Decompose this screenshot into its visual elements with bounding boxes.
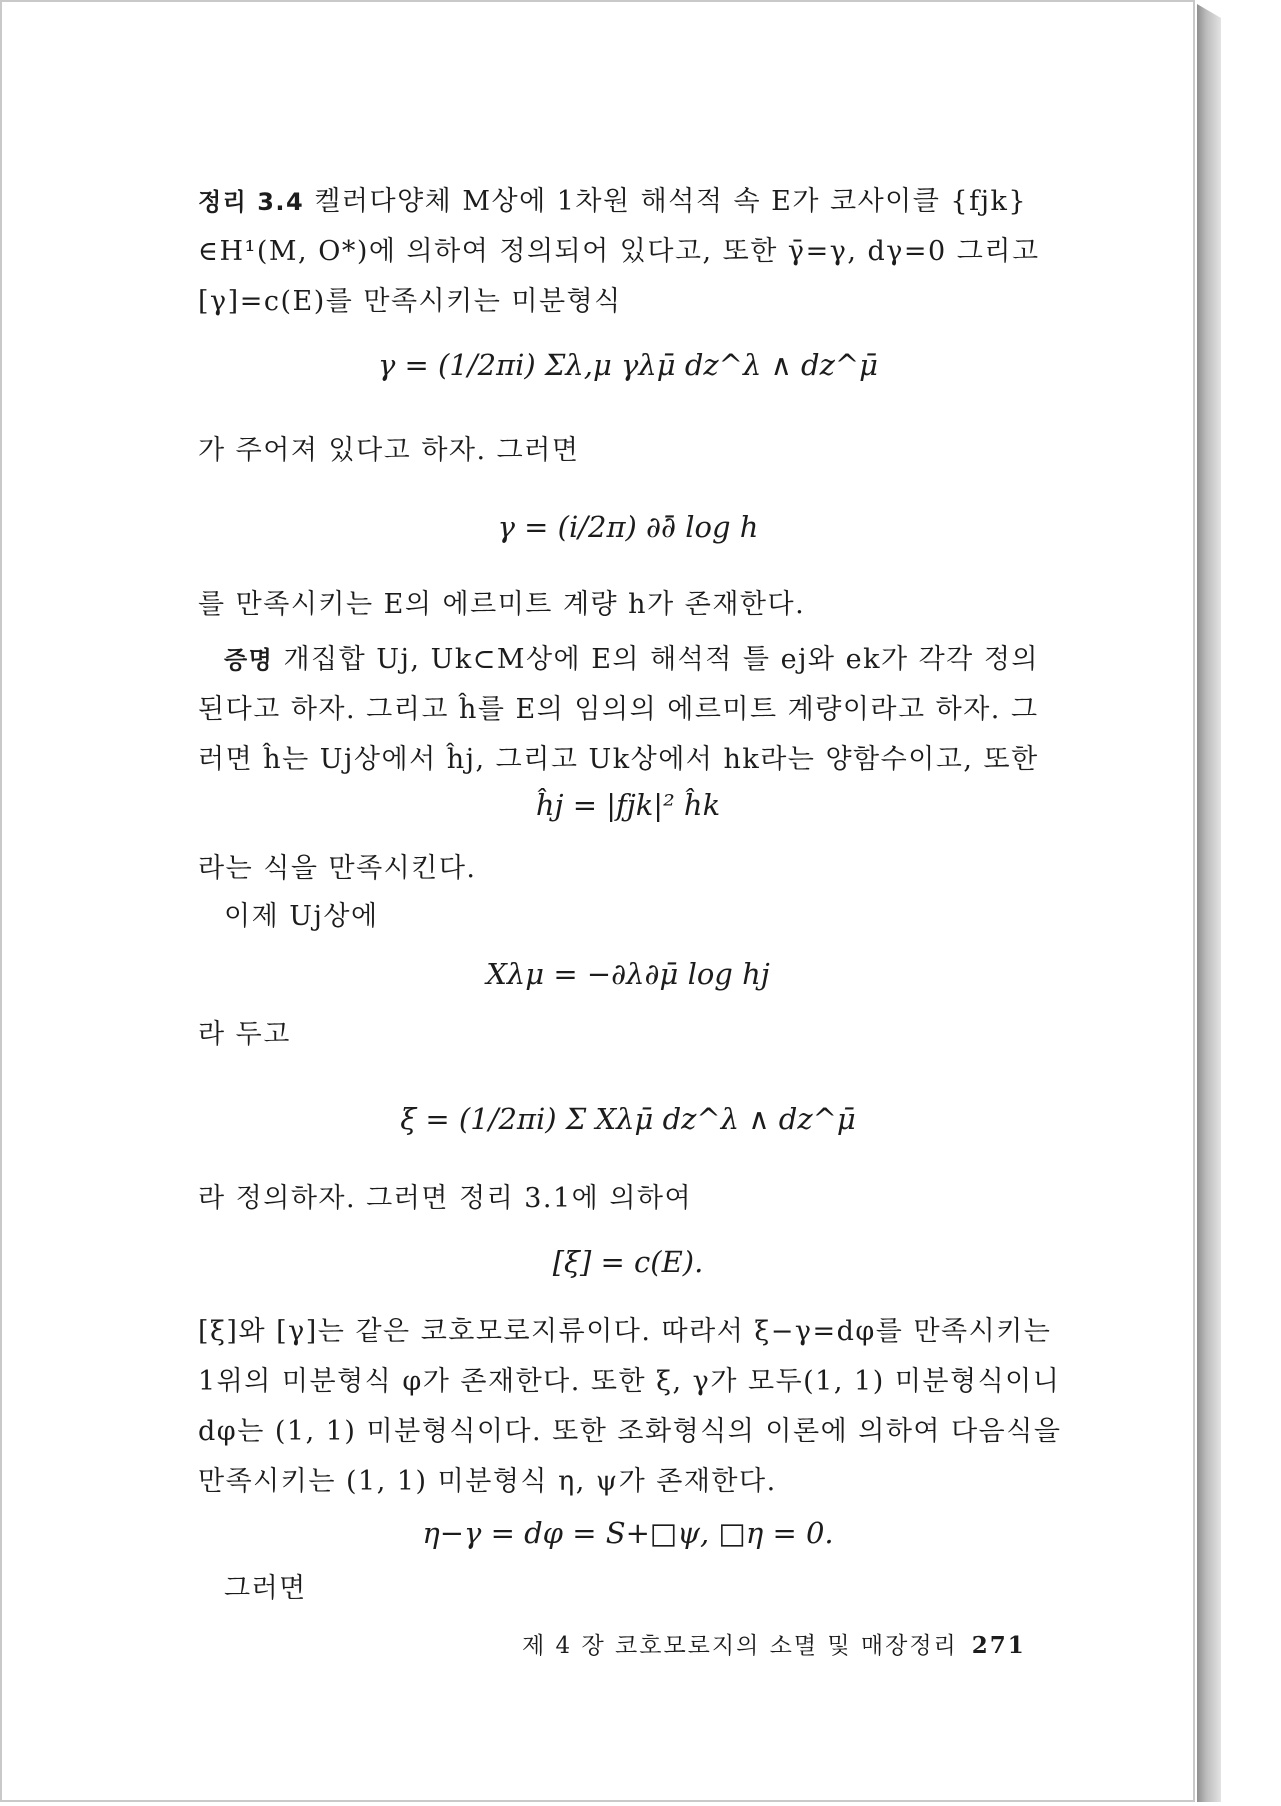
text-line: 이제 Uj상에 — [224, 901, 379, 932]
page-number: 271 — [971, 1632, 1026, 1659]
text-line: 라 두고 — [198, 1019, 291, 1050]
page-edge-shadow — [1197, 4, 1221, 1802]
paragraph-line: 만족시키는 (1, 1) 미분형식 η, ψ가 존재한다. — [198, 1466, 777, 1497]
theorem-line: [γ]=c(E)를 만족시키는 미분형식 — [198, 286, 622, 317]
equation-gamma-form: γ = (1/2πi) Σλ,μ γλμ̄ dz^λ ∧ dz^μ̄ — [377, 348, 879, 382]
equation-xi: ξ = (1/2πi) Σ Xλμ̄ dz^λ ∧ dz^μ̄ — [400, 1102, 856, 1136]
equation-h-transition: ĥj = |fjk|² ĥk — [535, 788, 721, 822]
theorem-label: 정리 3.4 — [198, 188, 305, 216]
equation-gamma-log: γ = (i/2π) ∂∂̄ log h — [497, 510, 759, 544]
paragraph-line: dφ는 (1, 1) 미분형식이다. 또한 조화형식의 이론에 의하여 다음식을 — [198, 1416, 1062, 1447]
page-footer — [522, 1627, 1026, 1660]
proof-line: 러면 ĥ는 Uj상에서 ĥj, 그리고 Uk상에서 hk라는 양함수이고, 또한 — [198, 744, 1039, 775]
proof-block — [198, 635, 1058, 785]
theorem-line: ∈H¹(M, O*)에 의하여 정의되어 있다고, 또한 γ̄=γ, dγ=0 그리고 — [198, 236, 1040, 267]
proof-line: 개집합 Uj, Uk⊂M상에 E의 해석적 틀 ej와 ek가 각각 정의 — [283, 644, 1040, 675]
proof-line: 된다고 하자. 그리고 ĥ를 E의 임의의 에르미트 계량이라고 하자. 그 — [198, 694, 1039, 725]
text-line: 를 만족시키는 E의 에르미트 계량 h가 존재한다. — [198, 589, 806, 620]
equation-x: Xλμ = −∂λ∂μ̄ log hj — [486, 957, 770, 991]
text-line: 그러면 — [224, 1573, 307, 1604]
proof-label: 증명 — [224, 646, 274, 674]
text-line: 라는 식을 만족시킨다. — [198, 853, 477, 884]
equation-xi-class: [ξ] = c(E). — [552, 1245, 704, 1279]
paragraph — [198, 1307, 1062, 1507]
equation-eta: η−γ = dφ = S+□ψ, □η = 0. — [422, 1516, 834, 1550]
paragraph-line: 1위의 미분형식 φ가 존재한다. 또한 ξ, γ가 모두(1, 1) 미분형식이니 — [198, 1366, 1061, 1397]
theorem-statement — [198, 177, 1058, 327]
text-line: 가 주어져 있다고 하자. 그러면 — [198, 435, 580, 466]
text-line: 라 정의하자. 그러면 정리 3.1에 의하여 — [198, 1183, 693, 1214]
chapter-title: 제 4 장 코호모로지의 소멸 및 매장정리 — [522, 1633, 958, 1659]
theorem-line: 켈러다양체 M상에 1차원 해석적 속 E가 코사이클 {fjk} — [314, 186, 1028, 217]
paragraph-line: [ξ]와 [γ]는 같은 코호모로지류이다. 따라서 ξ−γ=dφ를 만족시키는 — [198, 1316, 1052, 1347]
